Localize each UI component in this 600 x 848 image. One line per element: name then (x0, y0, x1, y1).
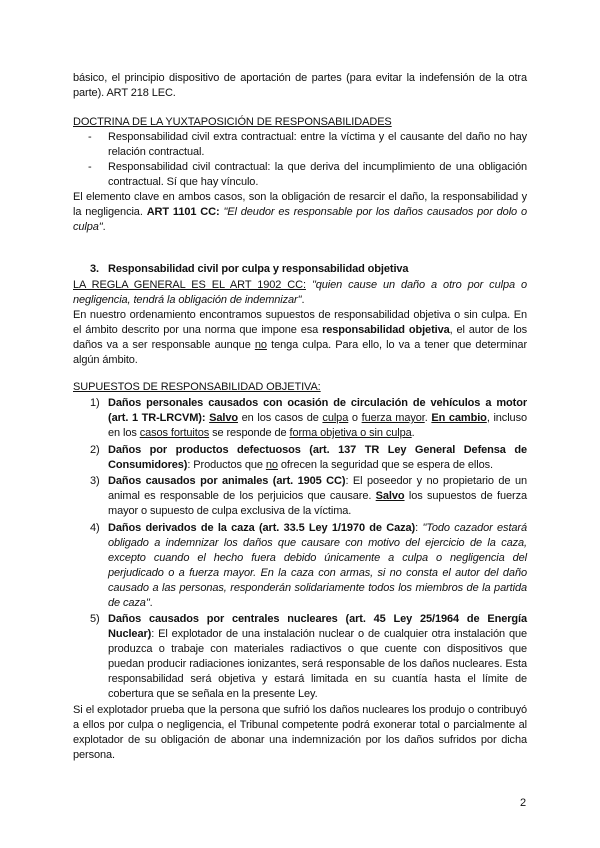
list-item-text (108, 613, 527, 700)
text-run: : Productos que (187, 459, 266, 471)
text-run: Salvo (375, 490, 405, 502)
text-run: "quien cause un daño a otro por culpa o negligencia, tendrá la obligación de indemnizar" (73, 279, 527, 306)
bullet-dash: - (88, 161, 92, 173)
text-run: Daños por productos defectuosos (art. 137 TR Ley General Defensa de Consumidores) (108, 444, 527, 471)
ordenamiento-paragraph (73, 308, 527, 368)
list-item-text (108, 522, 527, 609)
text-run: Daños causados por animales (art. 1905 CC) (108, 475, 346, 487)
text-run: los supuestos de fuerza mayor o supuesto de culpa exclusiva de la víctima. (108, 490, 527, 517)
doctrina-heading (73, 115, 527, 130)
text-run: , el autor de los daños va a ser responsable aunque (73, 324, 527, 351)
bullet-text (108, 161, 527, 188)
text-run: fuerza mayor (361, 412, 425, 424)
text-run: : El poseedor y no propietario de un animal es responsable de los perjuicios que causare. (108, 475, 527, 502)
section-title (108, 263, 408, 275)
list-number: 3) (90, 475, 100, 487)
explotador-paragraph (73, 703, 527, 763)
text-run: Salvo (209, 412, 238, 424)
bullet-dash: - (88, 131, 92, 143)
supuestos-heading (73, 380, 527, 395)
list-item-5 (90, 612, 527, 702)
list-number: 2) (90, 444, 100, 456)
text-run: DOCTRINA DE LA YUXTAPOSICIÓN DE RESPONSABILIDADES (73, 116, 392, 128)
text-run: básico, el principio dispositivo de aportación de partes (para evitar la indefensión de la otra parte). ART 218 LEC. (73, 72, 527, 99)
text-run: . (301, 294, 305, 306)
list-item-text (108, 397, 527, 439)
text-run: Daños derivados de la caza (art. 33.5 Ley 1/1970 de Caza) (108, 522, 416, 534)
bullet-contractual (88, 160, 527, 190)
list-item-2 (90, 443, 527, 473)
regla-general-paragraph (73, 278, 527, 308)
list-item-4 (90, 521, 527, 611)
text-run: . (149, 597, 153, 609)
text-run: "Todo cazador estará obligado a indemnizar los daños que causare con motivo del ejercicio de la caza, excepto cuando el hecho fuera debido únicamente a culpa o negligencia del perjudicado o a fuerza mayor. En la caza con armas, si no consta el autor del daño causado a las personas, responderán solidariamente todos los miembros de la partida de caza" (108, 522, 527, 609)
text-run: casos fortuitos (139, 427, 210, 439)
text-run: forma objetiva o sin culpa (289, 427, 412, 439)
text-run: responsabilidad objetiva (322, 324, 450, 336)
text-run: SUPUESTOS DE RESPONSABILIDAD OBJETIVA: (73, 381, 321, 393)
text-run: Daños causados por centrales nucleares (art. 45 Ley 25/1964 de Energía Nuclear) (108, 613, 527, 640)
text-run: no (254, 339, 267, 351)
text-run: no (265, 459, 278, 471)
list-number: 1) (90, 397, 100, 409)
text-run: culpa (322, 412, 349, 424)
text-run: : El explotador de una instalación nuclear o de cualquier otra instalación que produzca o trabaje con materiales radiactivos o que cuente con dispositivos que puedan producir radiaciones ionizantes, será responsable de los daños nucleares. Esta responsabilidad será objetiva y estará limitada en su cuantía hasta el límite de cobertura que se señala en la presente Ley. (108, 628, 527, 700)
text-run: Daños personales causados con ocasión de circulación de vehículos a motor (art. 1 TR-LRCVM): (108, 397, 527, 424)
text-run: Responsabilidad civil contractual: la que deriva del incumplimiento de una obligación contractual. Sí que hay vínculo. (108, 161, 527, 188)
text-run: se responde de (209, 427, 290, 439)
text-run: Si el explotador prueba que la persona que sufrió los daños nucleares los produjo o contribuyó a ellos por culpa o negligencia, el Tribunal competente podrá exonerar total o parcialmente al explotador de su obligación de abonar una indemnización por los daños sufridos por dicha persona. (73, 704, 527, 761)
text-run: . (424, 412, 432, 424)
section-3-heading (90, 262, 527, 277)
text-run: en los casos de (237, 412, 323, 424)
section-number: 3. (90, 263, 99, 275)
text-run: El elemento clave en ambos casos, son la obligación de resarcir el daño, la responsabilidad y la negligencia. (73, 191, 527, 218)
intro-paragraph (73, 71, 527, 101)
text-run: ART 1101 CC: (146, 206, 220, 218)
text-run: tenga culpa. Para ello, lo va a tener que determinar algún ámbito. (73, 339, 528, 366)
text-run: En cambio (431, 412, 487, 424)
text-run: LA REGLA GENERAL ES EL ART 1902 CC: (73, 279, 306, 291)
bullet-text (108, 131, 527, 158)
text-run: En nuestro ordenamiento encontramos supuestos de responsabilidad objetiva o sin culpa. En el ámbito descrito por una norma que impone esa (73, 309, 527, 336)
text-run: "El deudor es responsable por los daños causados por dolo o culpa" (73, 206, 527, 233)
page-number: 2 (520, 797, 527, 809)
list-item-text (108, 475, 527, 517)
text-run: o (348, 412, 362, 424)
text-run: . (102, 221, 106, 233)
text-run: ofrecen la seguridad que se espera de ellos. (277, 459, 493, 471)
list-number: 5) (90, 613, 100, 625)
text-run: . (411, 427, 415, 439)
text-run: Responsabilidad civil extra contractual: entre la víctima y el causante del daño no hay relación contractual. (108, 131, 527, 158)
list-item-3 (90, 474, 527, 519)
bullet-extracontractual (88, 130, 527, 160)
text-run: , incluso en los (108, 412, 527, 439)
elemento-paragraph (73, 190, 527, 235)
list-number: 4) (90, 522, 100, 534)
list-item-text (108, 444, 527, 471)
text-run: : (415, 522, 423, 534)
text-run: Responsabilidad civil por culpa y responsabilidad objetiva (108, 263, 409, 275)
list-item-1 (90, 396, 527, 441)
